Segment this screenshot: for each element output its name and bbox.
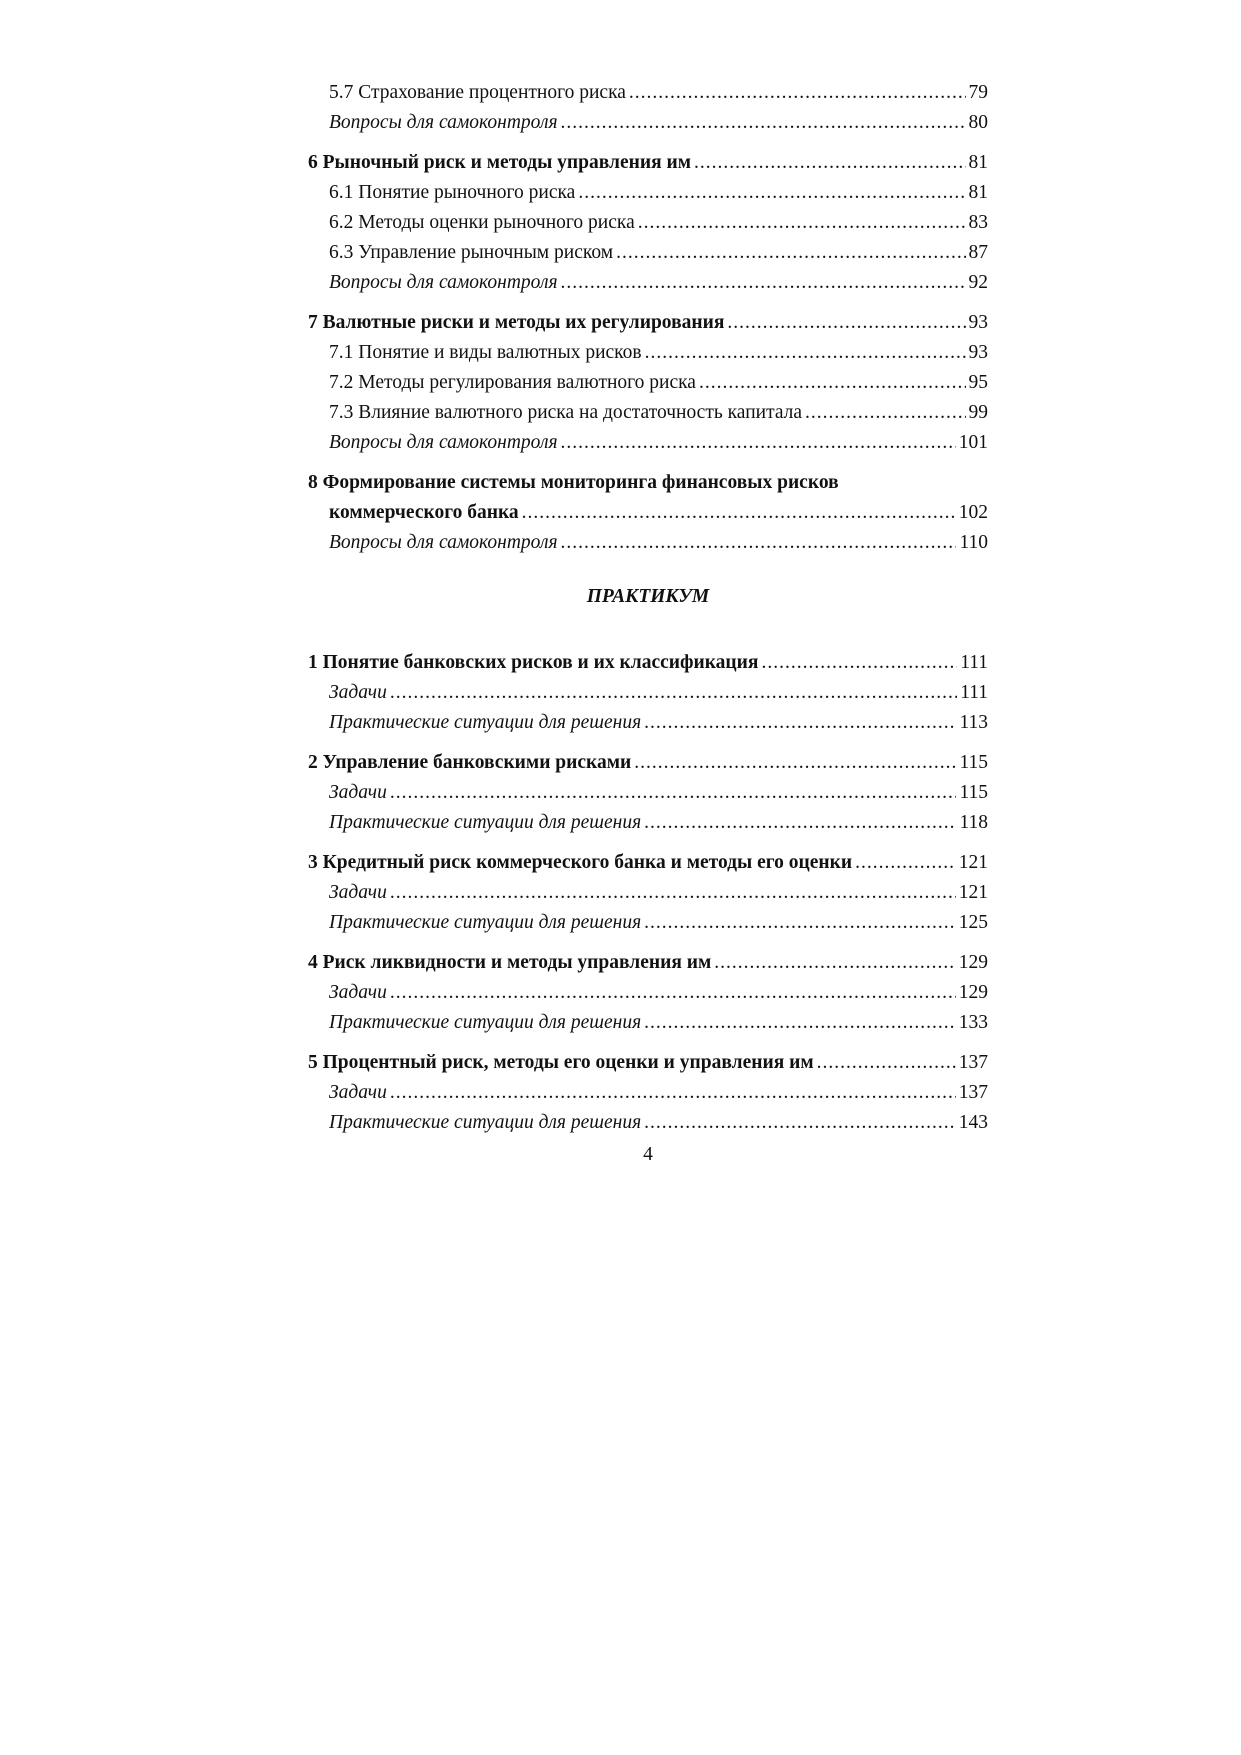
toc-entry-title: 8 Формирование системы мониторинга финансовых рисков — [308, 472, 839, 493]
toc-entry-page: 87 — [968, 242, 988, 263]
dot-leader — [644, 1108, 956, 1138]
toc-chapter-8-continued[interactable] — [308, 498, 988, 528]
practicum-heading: ПРАКТИКУМ — [586, 586, 710, 607]
toc-entry-page: 93 — [968, 342, 988, 363]
toc-entry-page: 93 — [968, 312, 988, 333]
toc-entry-page: 118 — [959, 812, 988, 833]
toc-entry-page: 125 — [958, 912, 988, 933]
toc-entry-title: 7.2 Методы регулирования валютного риска — [329, 372, 696, 393]
toc-entry-7-3[interactable] — [308, 398, 988, 428]
toc-entry-title: Задачи — [329, 782, 387, 803]
toc-practicum-5-tasks[interactable] — [308, 1078, 988, 1108]
toc-entry-page: 101 — [958, 432, 988, 453]
toc-entry-page: 111 — [960, 682, 988, 703]
toc-entry-page: 79 — [968, 82, 988, 103]
toc-entry-page: 121 — [958, 852, 988, 873]
toc-practicum-3[interactable] — [308, 848, 988, 878]
dot-leader — [561, 428, 956, 458]
toc-chapter-8[interactable] — [308, 468, 988, 498]
dot-leader — [390, 778, 957, 808]
toc-entry-title: 4 Риск ликвидности и методы управления им — [308, 952, 712, 973]
dot-leader — [644, 708, 956, 738]
toc-entry-page: 92 — [968, 272, 988, 293]
toc-entry-title: Практические ситуации для решения — [329, 1112, 642, 1133]
dot-leader — [390, 978, 956, 1008]
toc-entry-title: Вопросы для самоконтроля — [329, 532, 558, 553]
toc-entry-title: Задачи — [329, 982, 387, 1003]
toc-top-section — [308, 78, 988, 558]
toc-entry-title: Задачи — [329, 882, 387, 903]
toc-entry-page: 137 — [958, 1082, 988, 1103]
toc-practicum-2[interactable] — [308, 748, 988, 778]
dot-leader — [694, 148, 965, 178]
dot-leader — [805, 398, 965, 428]
toc-practicum-1[interactable] — [308, 648, 988, 678]
toc-entry-title: 5 Процентный риск, методы его оценки и управления им — [308, 1052, 814, 1073]
dot-leader — [644, 1008, 956, 1038]
toc-practicum-4-tasks[interactable] — [308, 978, 988, 1008]
toc-entry-5-7[interactable] — [308, 78, 988, 108]
toc-entry-questions-5[interactable] — [308, 108, 988, 138]
toc-entry-title: 5.7 Страхование процентного риска — [329, 82, 626, 103]
toc-entry-title: 6.1 Понятие рыночного риска — [329, 182, 576, 203]
toc-practicum-section — [308, 648, 988, 1138]
toc-entry-6-3[interactable] — [308, 238, 988, 268]
toc-entry-title: Практические ситуации для решения — [329, 812, 642, 833]
toc-practicum-5-situations[interactable] — [308, 1108, 988, 1138]
toc-practicum-3-tasks[interactable] — [308, 878, 988, 908]
dot-leader — [578, 178, 965, 208]
toc-entry-page: 115 — [959, 782, 988, 803]
toc-entry-title: 3 Кредитный риск коммерческого банка и методы его оценки — [308, 852, 853, 873]
toc-entry-title: 7.1 Понятие и виды валютных рисков — [329, 342, 642, 363]
toc-entry-title: Задачи — [329, 682, 387, 703]
toc-entry-title: Вопросы для самоконтроля — [329, 432, 558, 453]
toc-entry-title: Задачи — [329, 1082, 387, 1103]
toc-practicum-4-situations[interactable] — [308, 1008, 988, 1038]
dot-leader — [644, 808, 956, 838]
toc-entry-title: 7 Валютные риски и методы их регулирования — [308, 312, 725, 333]
dot-leader — [817, 1048, 956, 1078]
toc-entry-title: 6.2 Методы оценки рыночного риска — [329, 212, 635, 233]
toc-entry-page: 111 — [960, 652, 988, 673]
dot-leader — [390, 678, 957, 708]
toc-entry-questions-8[interactable] — [308, 528, 988, 558]
dot-leader — [522, 498, 956, 528]
toc-entry-page: 99 — [968, 402, 988, 423]
toc-entry-page: 129 — [958, 982, 988, 1003]
toc-entry-title: 1 Понятие банковских рисков и их классификация — [308, 652, 759, 673]
toc-entry-title: 2 Управление банковскими рисками — [308, 752, 632, 773]
toc-entry-title: 6 Рыночный риск и методы управления им — [308, 152, 692, 173]
toc-entry-page: 113 — [959, 712, 988, 733]
toc-entry-title: Практические ситуации для решения — [329, 912, 642, 933]
toc-practicum-2-tasks[interactable] — [308, 778, 988, 808]
toc-entry-questions-7[interactable] — [308, 428, 988, 458]
toc-entry-6-1[interactable] — [308, 178, 988, 208]
toc-entry-title: Вопросы для самоконтроля — [329, 272, 558, 293]
page-number: 4 — [643, 1144, 653, 1165]
toc-chapter-7[interactable] — [308, 308, 988, 338]
toc-entry-page: 133 — [958, 1012, 988, 1033]
dot-leader — [634, 748, 956, 778]
dot-leader — [855, 848, 956, 878]
dot-leader — [727, 308, 965, 338]
dot-leader — [561, 108, 966, 138]
toc-entry-page: 81 — [968, 182, 988, 203]
dot-leader — [390, 878, 956, 908]
dot-leader — [390, 1078, 956, 1108]
toc-entry-title: 6.3 Управление рыночным риском — [329, 242, 614, 263]
toc-entry-page: 110 — [959, 532, 988, 553]
dot-leader — [638, 208, 966, 238]
dot-leader — [616, 238, 965, 268]
toc-entry-title: Практические ситуации для решения — [329, 1012, 642, 1033]
toc-entry-page: 129 — [958, 952, 988, 973]
dot-leader — [561, 528, 957, 558]
dot-leader — [629, 78, 966, 108]
dot-leader — [645, 338, 966, 368]
toc-entry-title: 7.3 Влияние валютного риска на достаточность капитала — [329, 402, 803, 423]
toc-practicum-4[interactable] — [308, 948, 988, 978]
toc-chapter-6[interactable] — [308, 148, 988, 178]
toc-practicum-3-situations[interactable] — [308, 908, 988, 938]
dot-leader — [644, 908, 956, 938]
toc-entry-page: 80 — [968, 112, 988, 133]
toc-entry-7-1[interactable] — [308, 338, 988, 368]
toc-entry-title: коммерческого банка — [329, 502, 519, 523]
toc-entry-page: 121 — [958, 882, 988, 903]
dot-leader — [561, 268, 966, 298]
toc-entry-page: 95 — [968, 372, 988, 393]
toc-entry-page: 143 — [958, 1112, 988, 1133]
toc-entry-7-2[interactable] — [308, 368, 988, 398]
toc-entry-page: 102 — [958, 502, 988, 523]
toc-entry-page: 115 — [959, 752, 988, 773]
toc-entry-questions-6[interactable] — [308, 268, 988, 298]
toc-practicum-1-situations[interactable] — [308, 708, 988, 738]
toc-entry-6-2[interactable] — [308, 208, 988, 238]
toc-entry-page: 137 — [958, 1052, 988, 1073]
dot-leader — [761, 648, 957, 678]
toc-entry-title: Практические ситуации для решения — [329, 712, 642, 733]
toc-practicum-5[interactable] — [308, 1048, 988, 1078]
toc-practicum-2-situations[interactable] — [308, 808, 988, 838]
dot-leader — [699, 368, 966, 398]
dot-leader — [714, 948, 955, 978]
toc-entry-title: Вопросы для самоконтроля — [329, 112, 558, 133]
toc-practicum-1-tasks[interactable] — [308, 678, 988, 708]
toc-entry-page: 83 — [968, 212, 988, 233]
toc-entry-page: 81 — [968, 152, 988, 173]
